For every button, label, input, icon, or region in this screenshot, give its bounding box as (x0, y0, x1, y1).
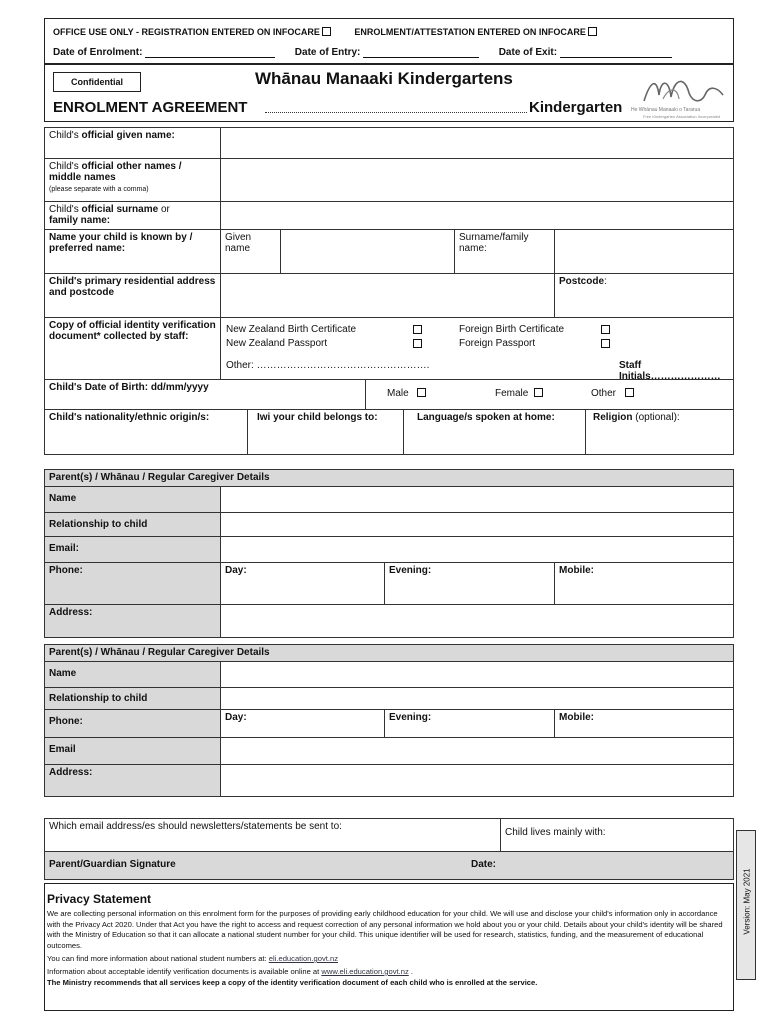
office-registration-label: OFFICE USE ONLY - REGISTRATION ENTERED ON INFOCARE (53, 27, 320, 37)
signature-row[interactable] (45, 852, 734, 880)
parent1-email-field[interactable] (221, 537, 734, 563)
other-gender-checkbox[interactable] (625, 388, 634, 397)
newsletter-label: Which email address/es should newsletters/statements be sent to: (49, 821, 342, 832)
parent1-name-label: Name (45, 487, 221, 513)
parent2-heading: Parent(s) / Whānau / Regular Caregiver Details (45, 645, 734, 662)
signature-label: Parent/Guardian Signature (49, 859, 176, 870)
other-names-note: (please separate with a comma) (49, 186, 149, 193)
signature-date-label: Date: (471, 859, 497, 870)
parent1-mobile-phone[interactable]: Mobile: (555, 563, 734, 605)
kindergarten-name-field[interactable] (265, 111, 527, 113)
given-name-field[interactable] (221, 128, 734, 159)
parent2-mobile-phone[interactable]: Mobile: (555, 710, 734, 738)
attestation-checkbox[interactable] (588, 27, 597, 36)
other-names-field[interactable] (221, 159, 734, 202)
parent2-address-field[interactable] (221, 765, 734, 797)
nz-birth-cert-label: New Zealand Birth Certificate (226, 324, 357, 335)
date-of-exit-field[interactable] (560, 48, 672, 58)
other-gender-label: Other (591, 388, 617, 399)
surname-family-sublabel: Surname/family name: (455, 230, 555, 274)
origin-row (45, 410, 734, 455)
dob-label: Child's Date of Birth: dd/mm/yyyy (49, 382, 209, 393)
eli-link[interactable]: www.eli.education.govt.nz (321, 967, 409, 976)
confidential-badge: Confidential (53, 72, 141, 92)
given-name-label: Child's official given name: (45, 128, 221, 159)
nz-birth-cert-checkbox[interactable] (413, 325, 422, 334)
parent1-address-field[interactable] (221, 605, 734, 638)
nsn-info: You can find more information about national student numbers at: eli.education.govt.nz (47, 954, 338, 963)
privacy-heading: Privacy Statement (47, 892, 152, 906)
parent1-address-label: Address: (45, 605, 221, 638)
iwi-label[interactable]: Iwi your child belongs to: (257, 412, 378, 423)
parent2-evening-phone[interactable]: Evening: (385, 710, 555, 738)
preferred-surname-field[interactable] (555, 230, 734, 274)
office-use-panel (44, 18, 734, 64)
nz-passport-label: New Zealand Passport (226, 338, 328, 349)
kindergarten-label: Kindergarten (529, 99, 623, 116)
date-of-enrolment-field[interactable] (145, 48, 275, 58)
given-sublabel: Given name (221, 230, 281, 274)
contact-preferences-table (44, 818, 734, 880)
nationality-label[interactable]: Child's nationality/ethnic origin/s: (49, 412, 210, 423)
lives-with-label: Child lives mainly with: (505, 827, 606, 838)
religion-label[interactable]: Religion (593, 412, 633, 423)
newsletter-email-field[interactable] (45, 819, 501, 852)
date-of-exit-label: Date of Exit: (498, 47, 558, 58)
parent2-phone-label: Phone: (45, 710, 221, 738)
logo-subtext: Free Kindergarten Association Incorporated (643, 114, 721, 119)
version-tab (736, 830, 756, 980)
dob-row (45, 380, 734, 410)
staff-initials-label[interactable]: Staff Initials………………… (619, 360, 721, 382)
logo-mark-icon (639, 73, 729, 105)
parent1-name-field[interactable] (221, 487, 734, 513)
parent2-relationship-field[interactable] (221, 688, 734, 710)
privacy-statement (44, 883, 734, 1011)
foreign-birth-cert-label: Foreign Birth Certificate (459, 324, 565, 335)
parent2-name-label: Name (45, 662, 221, 688)
logo-text: He Whānau Manaaki o Tararua (631, 107, 701, 113)
female-checkbox[interactable] (534, 388, 543, 397)
parent1-relationship-label: Relationship to child (45, 513, 221, 537)
foreign-passport-label: Foreign Passport (459, 338, 536, 349)
child-details-table (44, 127, 734, 455)
agreement-title: ENROLMENT AGREEMENT (53, 99, 248, 116)
male-label: Male (387, 388, 409, 399)
parent1-relationship-field[interactable] (221, 513, 734, 537)
surname-field[interactable] (221, 202, 734, 230)
parent1-email-label: Email: (45, 537, 221, 563)
organisation-title: Whānau Manaaki Kindergartens (255, 69, 513, 88)
nz-passport-checkbox[interactable] (413, 339, 422, 348)
religion-optional: (optional): (635, 412, 680, 423)
other-names-label: Child's official other names / middle names (please separate with a comma) (45, 159, 221, 202)
parent2-name-field[interactable] (221, 662, 734, 688)
identity-doc-label: Copy of official identity verification document* collected by staff: (45, 318, 221, 380)
parent1-day-phone[interactable]: Day: (221, 563, 385, 605)
other-identity-label[interactable]: Other: ……………………………………………. (226, 360, 430, 371)
parent2-address-label: Address: (45, 765, 221, 797)
parent2-relationship-label: Relationship to child (45, 688, 221, 710)
preferred-name-label: Name your child is known by / preferred name: (45, 230, 221, 274)
parent2-email-label: Email (45, 738, 221, 765)
parent1-evening-phone[interactable]: Evening: (385, 563, 555, 605)
ministry-recommendation: The Ministry recommends that all services keep a copy of the identity verification document of each child who is enrolled at the service. (47, 978, 538, 987)
parent2-table (44, 644, 734, 797)
identity-docs-info: Information about acceptable identify verification documents is available online at www.eli.education.govt.nz . (47, 967, 414, 976)
form-header (44, 64, 734, 122)
foreign-passport-checkbox[interactable] (601, 339, 610, 348)
nsn-link[interactable]: eli.education.govt.nz (268, 954, 338, 963)
postcode-label: Postcode (559, 276, 605, 287)
version-label: Version: May 2021 (742, 868, 752, 935)
foreign-birth-cert-checkbox[interactable] (601, 325, 610, 334)
language-label[interactable]: Language/s spoken at home: (417, 412, 555, 423)
postcode-field[interactable]: Postcode: (555, 274, 734, 318)
date-of-entry-label: Date of Entry: (294, 47, 361, 58)
date-of-entry-field[interactable] (363, 48, 479, 58)
office-attestation-label: ENROLMENT/ATTESTATION ENTERED ON INFOCARE (354, 27, 586, 37)
surname-label: Child's official surname or family name: (45, 202, 221, 230)
parent1-heading: Parent(s) / Whānau / Regular Caregiver Details (45, 470, 734, 487)
address-field[interactable] (221, 274, 555, 318)
registration-checkbox[interactable] (322, 27, 331, 36)
parent2-email-field[interactable] (221, 738, 734, 765)
lives-with-field[interactable] (501, 819, 734, 852)
organisation-logo (629, 71, 733, 121)
parent1-table (44, 469, 734, 638)
male-checkbox[interactable] (417, 388, 426, 397)
identity-doc-options (221, 318, 734, 380)
preferred-given-field[interactable] (281, 230, 455, 274)
parent2-day-phone[interactable]: Day: (221, 710, 385, 738)
female-label: Female (495, 388, 529, 399)
date-of-enrolment-label: Date of Enrolment: (53, 47, 143, 58)
address-label: Child's primary residential address and postcode (45, 274, 221, 318)
parent1-phone-label: Phone: (45, 563, 221, 605)
privacy-paragraph: We are collecting personal information on this enrolment form for the purposes of providing early childhood education for your child. We will use and disclose your child's information only in accordance with the Privacy Act 2020. Under that Act you have the right to access and request correction of any personal information we hold about you or your child. Details about your child's identity will be shared with the Ministry of Education so that it can allocate a national student number for your child. This unique identifier will be used for research, statistics, funding, and the measurement of educational outcomes. (47, 909, 723, 950)
